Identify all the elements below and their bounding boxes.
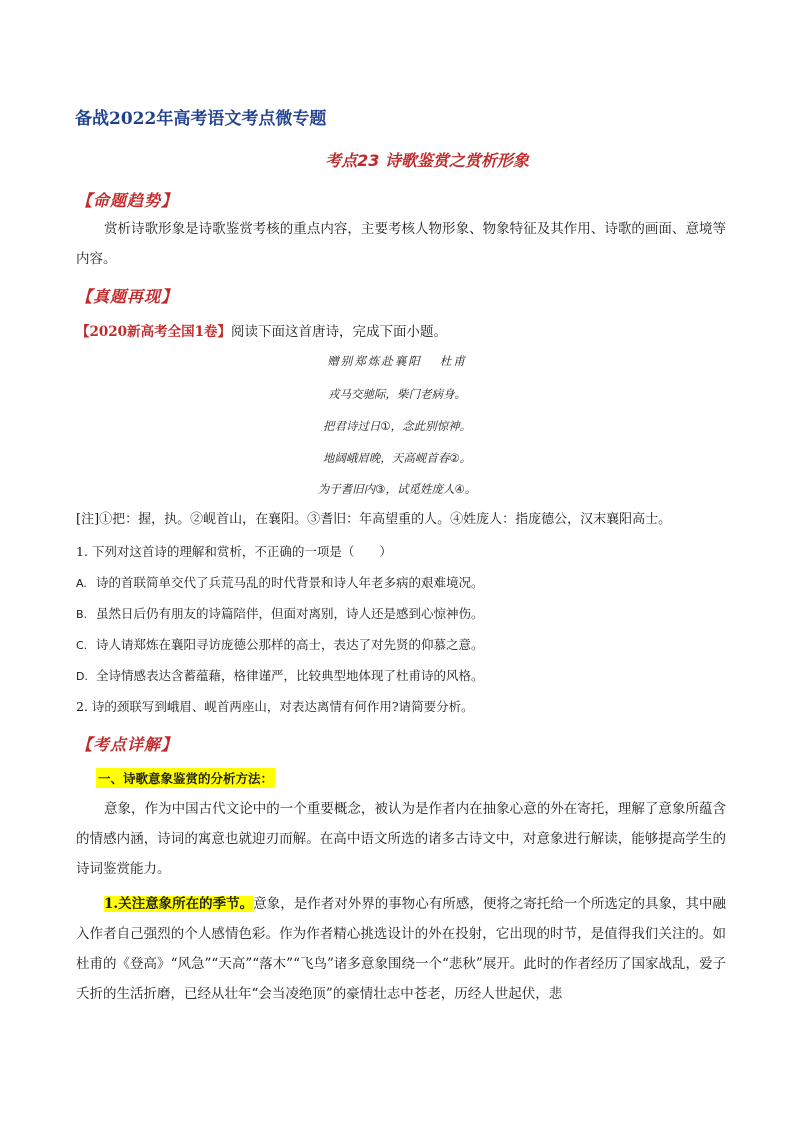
question-2: 2. 诗的颈联写到峨眉、岘首两座山，对表达离情有何作用?请简要分析。 xyxy=(76,699,474,714)
option-d: D. 全诗情感表达含蓄蕴藉，格律谨严，比较典型地体现了杜甫诗的风格。 xyxy=(76,668,484,683)
poem-line: 地阔峨眉晚，天高岘首春②。 xyxy=(322,451,472,465)
section-heading-detail: 【考点详解】 xyxy=(76,735,179,754)
detail-paragraph-2 xyxy=(76,889,726,1009)
exam-source: 【2020新高考全国1卷】 xyxy=(76,324,231,340)
poem-line: 为于耆旧内③，试觅姓庞人④。 xyxy=(317,482,477,496)
poem-line: 把君诗过日①，念此别惊神。 xyxy=(322,419,472,433)
trend-paragraph: 赏析诗歌形象是诗歌鉴赏考核的重点内容，主要考核人物形象、物象特征及其作用、诗歌的画面、意境等内容。 xyxy=(76,221,726,267)
poem-title-line xyxy=(0,353,794,369)
detail-paragraph-1: 意象，作为中国古代文论中的一个重要概念，被认为是作者内在抽象心意的外在寄托，理解了意象所蕴含的情感内涵，诗词的寓意也就迎刃而解。在高中语文所选的诸多古诗文中，对意象进行解读，能够提高学生的诗词鉴赏能力。 xyxy=(76,801,726,877)
section-heading-real-exam: 【真题再现】 xyxy=(76,287,179,306)
option-b: B. 虽然日后仍有朋友的诗篇陪伴，但面对离别，诗人还是感到心惊神伤。 xyxy=(76,606,484,621)
topic-title: 考点23 诗歌鉴赏之赏析形象 xyxy=(325,151,529,170)
option-a: A. 诗的首联简单交代了兵荒马乱的时代背景和诗人年老多病的艰难境况。 xyxy=(76,575,484,590)
point-1-label: 1.关注意象所在的季节。 xyxy=(104,896,254,912)
subheading-analysis-method: 一、诗歌意象鉴赏的分析方法： xyxy=(96,768,275,788)
question-1: 1. 下列对这首诗的理解和赏析，不正确的一项是（ ） xyxy=(76,544,392,559)
exam-intro xyxy=(76,322,736,342)
poem-notes: [注]①把：握，执。②岘首山，在襄阳。③耆旧：年高望重的人。④姓庞人：指庞德公，汉末襄阳高士。 xyxy=(76,512,672,527)
section-heading-trend: 【命题趋势】 xyxy=(76,191,179,210)
option-c: C. 诗人请郑炼在襄阳寻访庞德公那样的高士，表达了对先贤的仰慕之意。 xyxy=(76,637,484,652)
series-title: 备战2022年高考语文考点微专题 xyxy=(75,109,327,129)
poem-title: 赠别郑炼赴襄阳 xyxy=(327,354,422,368)
exam-instruction: 阅读下面这首唐诗，完成下面小题。 xyxy=(230,324,447,340)
poem-author: 杜甫 xyxy=(439,354,467,368)
point-1-body: 意象，是作者对外界的事物心有所感，便将之寄托给一个所选定的具象，其中融入作者自己强烈的个人感情色彩。作为作者精心挑选设计的外在投射，它出现的时节，是值得我们关注的。如杜甫的《登高》“风急”“天高”“落木”“飞鸟”诸多意象围绕一个“悲秋”展开。此时的作者经历了国家战乱，爱子夭折的生活折磨，已经从壮年“会当凌绝顶”的豪情壮志中苍老，历经人世起伏，悲 xyxy=(76,896,727,1002)
poem-line: 戎马交驰际，柴门老病身。 xyxy=(328,387,466,401)
